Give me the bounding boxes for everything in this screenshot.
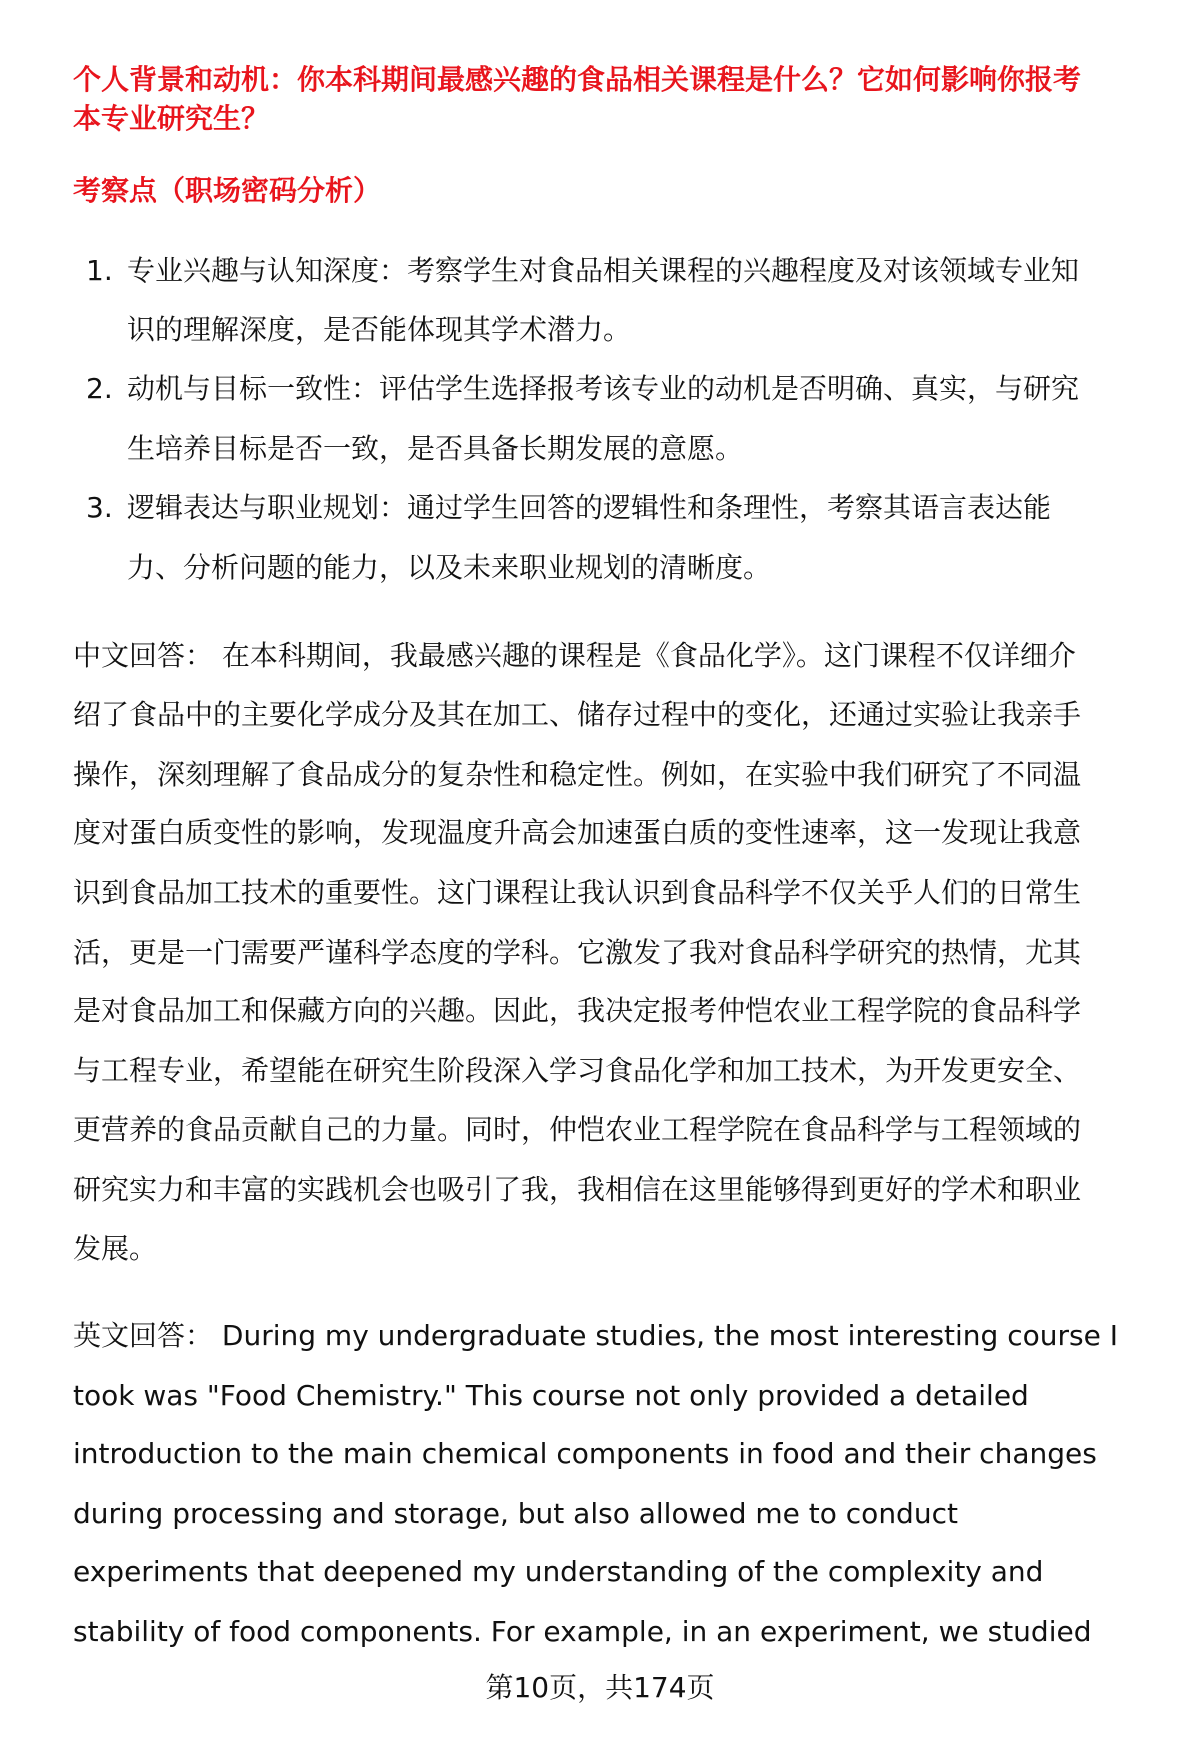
answer-line: 识到食品加工技术的重要性。这门课程让我认识到食品科学不仅关乎人们的日常生 [73,876,1082,909]
list-text: 识的理解深度，是否能体现其学术潜力。 [127,313,632,346]
answer-line: experiments that deepened my understanding of the complexity and [73,1555,1044,1588]
question-title-line: 个人背景和动机：你本科期间最感兴趣的食品相关课程是什么？它如何影响你报考 [73,63,1082,96]
list-number: 3. [86,491,113,524]
answer-line: 英文回答： During my undergraduate studies, the most interesting course I [73,1319,1118,1352]
answer-line: took was "Food Chemistry." This course not only provided a detailed [73,1379,1029,1412]
answer-line: during processing and storage, but also allowed me to conduct [73,1497,958,1530]
question-title-line: 本专业研究生？ [73,102,270,135]
answer-line: 是对食品加工和保藏方向的兴趣。因此，我决定报考仲恺农业工程学院的食品科学 [73,994,1082,1027]
list-number: 1. [86,254,113,287]
answer-line: stability of food components. For example, in an experiment, we studied [73,1615,1092,1648]
answer-line: 与工程专业，希望能在研究生阶段深入学习食品化学和加工技术，为开发更安全、 [73,1054,1082,1087]
answer-line: 发展。 [73,1232,158,1265]
answer-line: 操作，深刻理解了食品成分的复杂性和稳定性。例如，在实验中我们研究了不同温 [73,758,1082,791]
list-text: 逻辑表达与职业规划：通过学生回答的逻辑性和条理性，考察其语言表达能 [127,491,1052,524]
answer-line: introduction to the main chemical components in food and their changes [73,1437,1097,1470]
answer-line: 研究实力和丰富的实践机会也吸引了我，我相信在这里能够得到更好的学术和职业 [73,1173,1082,1206]
list-number: 2. [86,372,113,405]
answer-line: 更营养的食品贡献自己的力量。同时，仲恺农业工程学院在食品科学与工程领域的 [73,1113,1082,1146]
list-text: 动机与目标一致性：评估学生选择报考该专业的动机是否明确、真实，与研究 [127,372,1080,405]
page-number: 第10页，共174页 [485,1671,715,1704]
answer-line: 绍了食品中的主要化学成分及其在加工、储存过程中的变化，还通过实验让我亲手 [73,698,1082,731]
list-text: 专业兴趣与认知深度：考察学生对食品相关课程的兴趣程度及对该领域专业知 [127,254,1080,287]
answer-line: 中文回答： 在本科期间，我最感兴趣的课程是《食品化学》。这门课程不仅详细介 [73,639,1076,672]
answer-line: 活，更是一门需要严谨科学态度的学科。它激发了我对食品科学研究的热情，尤其 [73,936,1082,969]
list-text: 力、分析问题的能力，以及未来职业规划的清晰度。 [127,551,772,584]
section-heading: 考察点（职场密码分析） [73,174,382,207]
list-text: 生培养目标是否一致，是否具备长期发展的意愿。 [127,432,744,465]
answer-line: 度对蛋白质变性的影响，发现温度升高会加速蛋白质的变性速率，这一发现让我意 [73,816,1082,849]
